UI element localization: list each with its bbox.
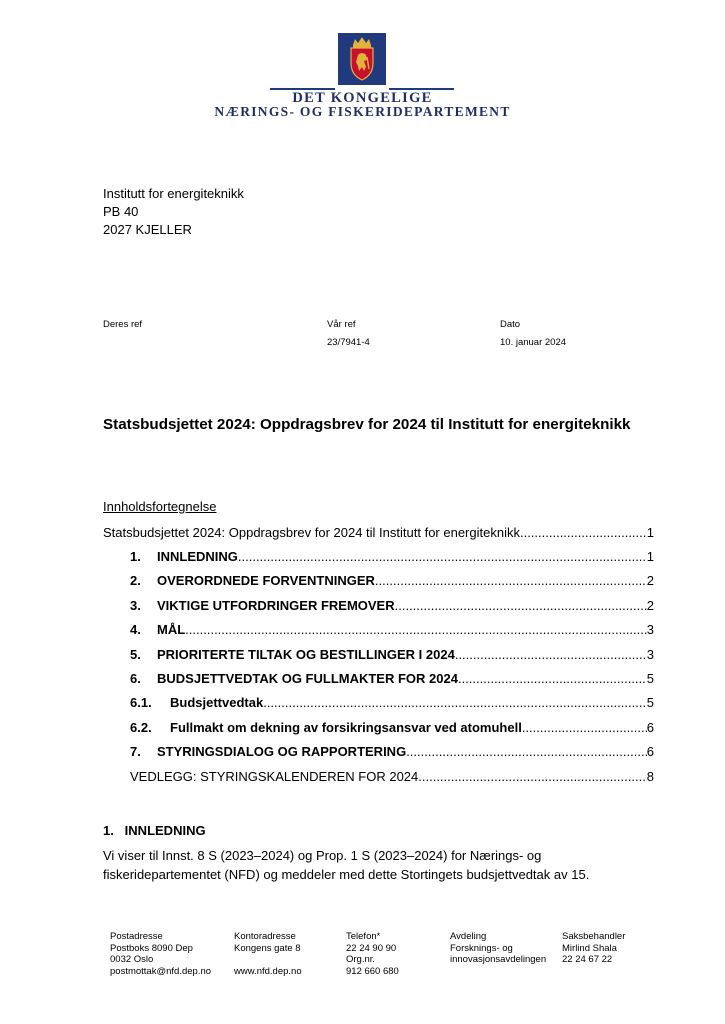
toc-entry-number: 3. xyxy=(130,598,141,613)
ministry-name-line2: NÆRINGS- OG FISKERIDEPARTEMENT xyxy=(214,104,511,119)
toc-leader xyxy=(395,598,647,613)
toc-leader xyxy=(375,573,647,588)
toc-entry-label: BUDSJETTVEDTAK OG FULLMAKTER FOR 2024 xyxy=(157,671,458,686)
footer-kontoradresse-label: Kontoradresse xyxy=(234,931,296,942)
toc-entry-vedlegg[interactable] xyxy=(130,766,654,784)
toc-entry-label: Budsjettvedtak xyxy=(170,695,264,710)
section-heading-innledning: 1. INNLEDNING xyxy=(103,823,206,838)
footer-avdeling-line: Forsknings- og xyxy=(450,942,513,954)
section-body-text: Vi viser til Innst. 8 S (2023–2024) og Prop. 1 S (2023–2024) for Nærings- og fiskeridepartementet (NFD) og meddeler med dette Stortingets budsjettvedtak av 15. xyxy=(103,848,590,882)
footer-avdeling-line: innovasjonsavdelingen xyxy=(450,954,547,965)
toc-entry-label: OVERORDNEDE FORVENTNINGER xyxy=(157,573,375,588)
recipient-address xyxy=(103,185,244,239)
recipient-line-1: Institutt for energiteknikk xyxy=(103,186,244,201)
deres-ref-label: Deres ref xyxy=(103,319,143,330)
toc-leader xyxy=(185,622,647,637)
toc-leader xyxy=(238,549,647,564)
footer-orgnr-label: Org.nr. xyxy=(346,954,376,965)
toc-entry-6[interactable] xyxy=(130,668,654,686)
toc-page-number: 6 xyxy=(646,720,654,735)
toc-leader xyxy=(418,769,647,784)
document-title: Statsbudsjettet 2024: Oppdragsbrev for 2024 til Institutt for energiteknikk xyxy=(103,416,631,433)
footer-telefon xyxy=(346,931,399,977)
toc-entry-label: PRIORITERTE TILTAK OG BESTILLINGER I 2024 xyxy=(157,647,455,662)
toc-page-number: 1 xyxy=(646,525,654,540)
toc-page-number: 5 xyxy=(646,671,654,686)
footer-postadresse-line: 0032 Oslo xyxy=(110,954,154,965)
footer-postadresse-line: Postboks 8090 Dep xyxy=(110,942,193,954)
toc-entry-label: Statsbudsjettet 2024: Oppdragsbrev for 2024 til Institutt for energiteknikk xyxy=(103,525,520,540)
footer-avdeling-label: Avdeling xyxy=(450,931,487,942)
footer-postadresse-label: Postadresse xyxy=(110,931,163,942)
toc-entry-number: 4. xyxy=(130,622,141,637)
footer-postadresse xyxy=(110,931,211,977)
toc-page-number: 6 xyxy=(646,744,654,759)
toc-entry-label: STYRINGSDIALOG OG RAPPORTERING xyxy=(157,744,407,759)
footer-telefon-number: 22 24 90 90 xyxy=(346,942,397,954)
toc-heading: Innholdsfortegnelse xyxy=(103,499,217,514)
recipient-line-2: PB 40 xyxy=(103,204,139,219)
toc-entry-5[interactable] xyxy=(130,644,654,662)
toc-leader xyxy=(520,525,647,540)
toc-entry-label: Fullmakt om dekning av forsikringsansvar ved atomuhell xyxy=(170,720,522,735)
coat-of-arms-icon xyxy=(338,33,386,85)
toc-entry-number: 6.1. xyxy=(130,695,152,710)
toc-entry-label: VIKTIGE UTFORDRINGER FREMOVER xyxy=(157,598,395,613)
var-ref-value: 23/7941-4 xyxy=(327,337,370,348)
toc-entry-number: 6.2. xyxy=(130,720,152,735)
toc-entry-number: 2. xyxy=(130,573,141,588)
toc-entry-number: 5. xyxy=(130,647,141,662)
toc-leader xyxy=(522,720,647,735)
footer-saksbehandler xyxy=(562,931,625,966)
toc-page-number: 3 xyxy=(646,647,654,662)
toc-entry-label: MÅL xyxy=(157,622,186,637)
toc-entry-6-2[interactable] xyxy=(130,717,654,735)
ministry-name-line1: DET KONGELIGE xyxy=(292,90,433,106)
toc-entry-label: INNLEDNING xyxy=(157,549,238,564)
dato-label: Dato xyxy=(500,319,521,330)
footer-avdeling xyxy=(450,931,546,966)
toc-page-number: 2 xyxy=(646,573,654,588)
toc-entry-3[interactable] xyxy=(130,595,654,613)
footer-kontoradresse-line: Kongens gate 8 xyxy=(234,942,301,954)
toc-leader xyxy=(455,647,647,662)
toc-leader xyxy=(458,671,647,686)
recipient-line-3: 2027 KJELLER xyxy=(103,222,192,237)
toc-page-number: 1 xyxy=(646,549,654,564)
toc-leader xyxy=(263,695,647,710)
toc-entry-title[interactable] xyxy=(103,522,654,540)
toc-page-number: 5 xyxy=(646,695,654,710)
toc-entry-6-1[interactable] xyxy=(130,692,654,710)
toc-page-number: 8 xyxy=(646,769,654,784)
footer-saksbehandler-label: Saksbehandler xyxy=(562,931,626,942)
toc-entry-7[interactable] xyxy=(130,741,654,759)
toc-entry-4[interactable] xyxy=(130,619,654,637)
toc-entry-1[interactable] xyxy=(130,546,654,564)
toc-page-number: 3 xyxy=(646,622,654,637)
toc-entry-label: VEDLEGG: STYRINGSKALENDEREN FOR 2024 xyxy=(130,769,419,784)
footer-kontoradresse-spacer xyxy=(234,954,302,966)
toc-entry-number: 6. xyxy=(130,671,141,686)
toc-page-number: 2 xyxy=(646,598,654,613)
toc-entry-number: 1. xyxy=(130,549,141,564)
toc-entry-number: 7. xyxy=(130,744,141,759)
footer-saksbehandler-name: Mirlind Shala xyxy=(562,942,617,954)
footer-kontoradresse xyxy=(234,931,302,977)
toc-entry-2[interactable] xyxy=(130,570,654,588)
var-ref-label: Vår ref xyxy=(327,319,356,330)
footer-saksbehandler-phone: 22 24 67 22 xyxy=(562,954,613,965)
footer-website-link[interactable]: www.nfd.dep.no xyxy=(234,965,302,977)
toc-leader xyxy=(406,744,647,759)
dato-value: 10. januar 2024 xyxy=(500,337,567,348)
footer-telefon-label: Telefon* xyxy=(346,931,381,942)
footer-email-link[interactable]: postmottak@nfd.dep.no xyxy=(110,965,212,977)
footer-orgnr-value: 912 660 680 xyxy=(346,965,399,977)
